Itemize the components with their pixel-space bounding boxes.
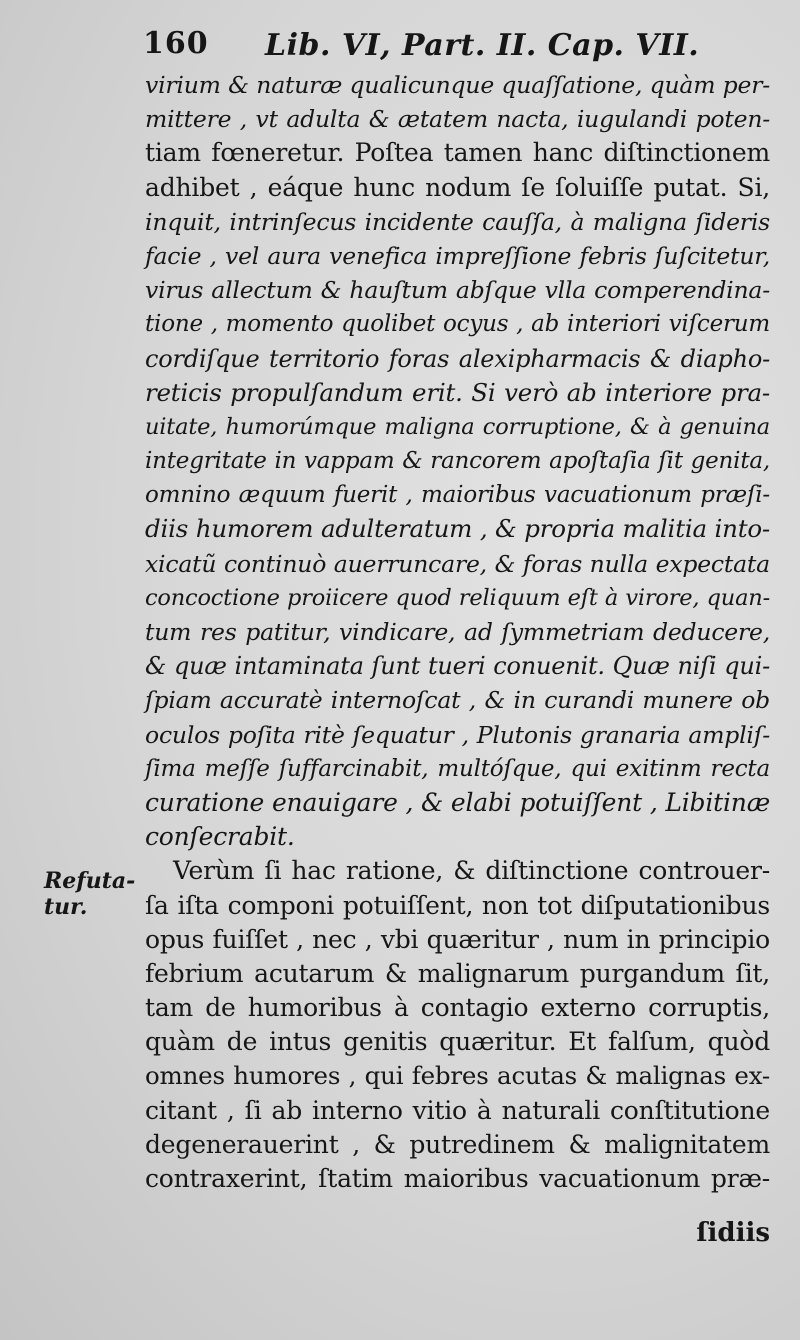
text-line: ſpiam accuratè internoſcat , & in curandi munere ob [145,686,770,715]
text-line: omnino æquum fuerit , maioribus vacuationum præſi- [145,482,770,509]
text-line: citant , ſi ab interno vitio à naturali conſtitutione [145,1095,770,1125]
running-title: Lib. VI, Part. II. Cap. VII. [265,28,700,63]
text-line: virium & naturæ qualicunque quaſſatione, quàm per- [145,71,770,99]
text-line: degenerauerint , & putredinem & malignitatem [145,1129,770,1159]
text-line: virus allectum & hauſtum abſque vlla comperendina- [145,276,770,305]
text-line: uitate, humorúmque maligna corruptione, & à genuina [145,413,770,440]
text-line: tam de humoribus à contagio externo corruptis, [145,993,770,1023]
text-line: diis humorem adulteratum , & propria malitia into- [145,514,770,544]
body-text [145,68,770,1196]
margin-note-line: Refuta- [44,868,136,894]
text-line: oculos poſita ritè ſequatur , Plutonis granaria ampliſ- [145,720,770,749]
text-line: Verùm ſi hac ratione, & diſtinctione controuer- [173,856,770,886]
text-line: quàm de intus genitis quæritur. Et falſum, quòd [145,1027,770,1057]
text-line: contraxerint, ſtatim maioribus vacuationum præ- [145,1164,770,1193]
text-line: febrium acutarum & malignarum purgandum ſit, [145,958,770,988]
text-line: xicatũ continuò auerruncare, & foras nulla expectata [145,549,770,578]
text-line: concoctione proiicere quod reliquum eſt à virore, quan- [145,584,770,611]
text-line: ſa iſta componi potuiſſent, non tot diſputationibus [145,890,770,920]
text-line: inquit, intrinſecus incidente cauſſa, à maligna ſideris [145,207,770,236]
page-header [143,26,743,66]
page-number: 160 [143,26,209,61]
text-line: tiam fœneretur. Poſtea tamen hanc diſtinctionem [145,138,770,168]
text-line: reticis propulſandum erit. Si verò ab interiore pra- [145,377,770,407]
text-line: conſecrabit. [145,822,295,852]
text-line: opus fuiſſet , nec , vbi quæritur , num in principio [145,924,770,954]
margin-note [44,868,134,920]
text-line: tione , momento quolibet ocyus , ab interiori viſcerum [145,311,770,338]
margin-note-line: tur. [44,894,88,920]
catchword: ſidiis [696,1218,770,1248]
text-line: facie , vel aura venefica impreſſione febris ſuſcitetur, [145,241,770,270]
text-line: curatione enauigare , & elabi potuiſſent , Libitinæ [145,787,770,817]
text-line: omnes humores , qui febres acutas & malignas ex- [145,1061,770,1091]
text-line: integritate in vappam & rancorem apoſtaſia ſit genita, [145,448,770,475]
text-line: mittere , vt adulta & ætatem nacta, iugulandi poten- [145,105,770,134]
text-line: tum res patitur, vindicare, ad ſymmetriam deducere, [145,618,770,646]
text-line: adhibet , eáque hunc nodum ſe ſoluiſſe putat. Si, [145,172,770,202]
text-line: ſima meſſe ſuffarcinabit, multóſque, qui exitinm recta [145,755,770,782]
text-line: cordiſque territorio foras alexipharmacis & diapho- [145,344,770,373]
text-line: & quæ intaminata ſunt tueri conuenit. Quæ niſi qui- [145,652,770,681]
